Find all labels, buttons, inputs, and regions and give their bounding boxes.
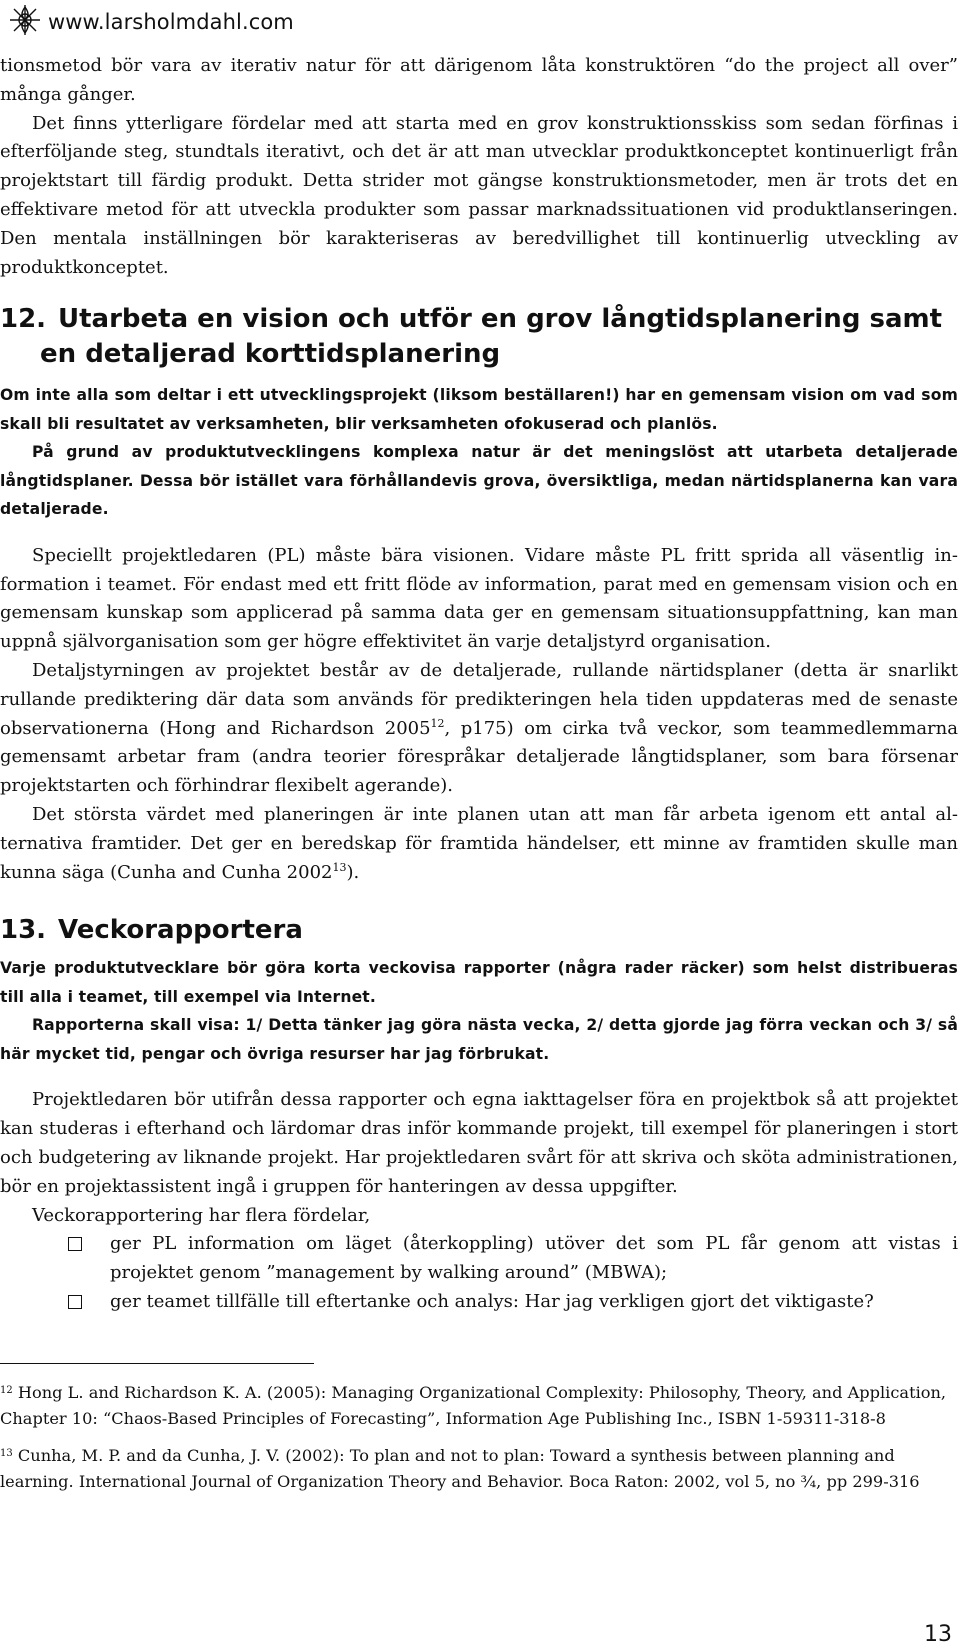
section-12-lead-1: Om inte alla som deltar i ett utvecklingsprojekt (liksom beställaren!) har en gemensam vision om vad som skall bli resultatet av verksamheten, blir verksamheten ofokuserad och planlös. — [0, 386, 958, 433]
section-12-paragraph-2-text-a: Detaljstyrningen av projektet består av de detaljerade, rullande närtidsplaner (detta är snarlikt rullande prediktering där data som används för predikteringen hela tiden uppdateras med de senaste observationerna (Hong and Richardson 2005 — [0, 660, 958, 739]
ornamental-star-logo — [6, 3, 44, 41]
advantages-list — [0, 1230, 958, 1316]
section-12-paragraph-3-text-b: ). — [346, 861, 360, 883]
section-12-paragraph-1: Speciellt projektledaren (PL) måste bära visionen. Vidare måste PL fritt sprida all väsentlig information i teamet. För endast med ett fritt flöde av information, parat med en gemensam vision och en gemensam kunskap som applicerad på samma data ger en gemensam situationsuppfattning, kan man uppnå självorganisation som ger högre effektivitet än varje detaljstyrd organisation. — [0, 544, 958, 653]
footnote-12-number: 12 — [0, 1384, 13, 1396]
section-13-lead-1: Varje produktutvecklare bör göra korta veckovisa rapporter (några rader räcker) som helst distribueras till alla i teamet, till exempel via Internet. — [0, 959, 958, 1006]
footnote-ref-13[interactable]: 13 — [332, 860, 347, 874]
section-13-paragraph-1: Projektledaren bör utifrån dessa rapporter och egna iakttagelser föra en projektbok så att projektet kan studeras i efterhand och lärdomar dras inför kommande projekt, till exempel för planeringen i stort och budgetering av liknande projekt. Har projektledaren svårt för att skriva och sköta administrationen, bör en projektassistent ingå i gruppen för hanteringen av dessa uppgifter. — [0, 1089, 958, 1197]
footnote-13 — [0, 1443, 958, 1495]
footnote-13-text: Cunha, M. P. and da Cunha, J. V. (2002): To plan and not to plan: Toward a synthesis between planning and learning. International Journal of Organization Theory and Behavior. Boca Raton: 2002, vol 5, no ¾, pp 299-316 — [0, 1445, 920, 1491]
list-item-text: ger teamet tillfälle till eftertanke och analys: Har jag verkligen gjort det viktigaste? — [110, 1291, 874, 1313]
paragraph-iterative-advantages: Det finns ytterligare fördelar med att starta med en grov konstruktionsskiss som sedan förfinas i efterföljande steg, stundtals iterativt, och det är att man utvecklar produktkonceptet kontinuerligt från projektstart till färdig produkt. Detta strider mot gängse konstruktionsmetoder, men är trots det en effektivare metod för att utveckla produkter som passar marknadssituationen vid produktlanseringen. Den mentala inställningen bör karakteriseras av beredvillighet till kontinuerlig utveckling av produktkonceptet. — [0, 112, 958, 278]
section-12-paragraph-2 — [0, 657, 958, 801]
footnote-13-number: 13 — [0, 1447, 13, 1459]
section-12-paragraph-2-text-b: , p175) om cirka två veckor, som teammedlemmarna gemensamt arbetar fram (andra teorier förespråkar detaljerade långtidsplaner, som bara försenar projektstarten och förhindrar flexibelt agerande). — [0, 717, 958, 797]
checkbox-bullet-icon — [68, 1295, 82, 1309]
section-12-number: 12. — [0, 304, 47, 335]
footnote-divider — [0, 1363, 314, 1364]
section-12-heading — [0, 302, 958, 372]
section-12-paragraph-3 — [0, 801, 958, 887]
section-13-heading — [0, 913, 958, 948]
footnote-12-text: Hong L. and Richardson K. A. (2005): Managing Organizational Complexity: Philosophy, Theory, and Application, Chapter 10: “Chaos-Based Principles of Forecasting”, Information Age Publishing Inc., ISBN 1-59311-318-8 — [0, 1382, 947, 1428]
section-12-paragraph-3-text-a: Det största värdet med planeringen är inte planen utan att man får arbeta igenom ett antal alternativa framtider. Det ger en beredskap för framtida händelser, ett minne av framtiden skulle man kunna säga (Cunha and Cunha 2002 — [0, 804, 958, 883]
page-number: 13 — [924, 1622, 952, 1647]
checkbox-bullet-icon — [68, 1237, 82, 1251]
footnote-ref-12[interactable]: 12 — [430, 716, 445, 730]
page-header — [6, 4, 294, 40]
site-url: www.larsholmdahl.com — [48, 10, 294, 34]
footnote-12 — [0, 1380, 958, 1432]
section-13-number: 13. — [0, 915, 47, 946]
section-13-paragraph-2: Veckorapportering har flera fördelar, — [32, 1204, 371, 1226]
section-12-title: Utarbeta en vision och utför en grov långtidsplanering samt en detaljerad korttidsplanering — [40, 304, 943, 370]
paragraph-continuation: tionsmetod bör vara av iterativ natur för att därigenom låta konstruktören “do the project all over” många gånger. — [0, 55, 958, 105]
section-13-title: Veckorapportera — [58, 915, 303, 946]
list-item — [0, 1288, 958, 1317]
list-item — [0, 1230, 958, 1288]
document-body — [0, 50, 958, 1495]
section-13-lead-2: Rapporterna skall visa: 1/ Detta tänker jag göra nästa vecka, 2/ detta gjorde jag förra veckan och 3/ så här mycket tid, pengar och övriga resurser har jag förbrukat. — [0, 1016, 958, 1063]
list-item-text: ger PL information om läget (återkoppling) utöver det som PL får genom att vistas i projektet genom ”management by walking around” (MBWA); — [110, 1233, 958, 1284]
section-12-lead-2: På grund av produktutvecklingens komplexa natur är det meningslöst att utarbeta detaljerade långtidsplaner. Dessa bör istället vara förhållandevis grova, översiktliga, medan närtidsplanerna kan vara detaljerade. — [0, 443, 958, 519]
